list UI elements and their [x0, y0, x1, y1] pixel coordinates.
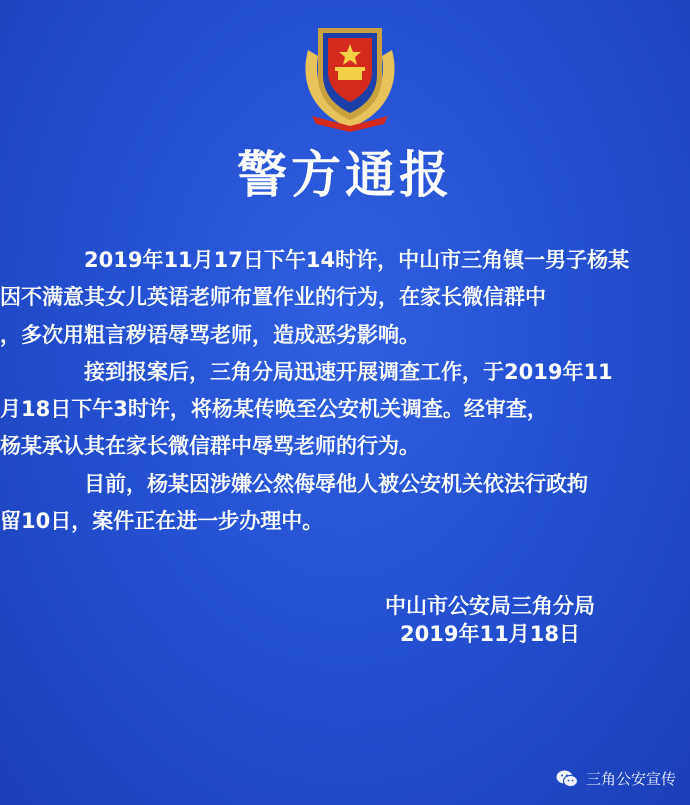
paragraph-line: 目前，杨某因涉嫌公然侮辱他人被公安机关依法行政拘: [84, 471, 588, 496]
paragraph-line: 接到报案后，三角分局迅速开展调查工作，于2019年11: [84, 359, 613, 384]
paragraph-line: ，多次用粗言秽语辱骂老师，造成恶劣影响。: [0, 322, 420, 347]
paragraph-line: 月18日下午3时许，将杨某传唤至公安机关调查。经审查，: [0, 397, 548, 422]
issuer-name: 中山市公安局三角分局: [385, 594, 595, 618]
paragraph-line: 杨某承认其在家长微信群中辱骂老师的行为。: [0, 434, 420, 459]
police-emblem-icon: [298, 20, 402, 132]
paragraph-1: [0, 242, 652, 354]
paragraph-line: 2019年11月17日下午14时许，中山市三角镇一男子杨某: [84, 248, 630, 272]
account-watermark: [556, 768, 676, 789]
paragraph-line: 因不满意其女儿英语老师布置作业的行为，在家长微信群中: [0, 285, 546, 310]
watermark-text: 三角公安宣传: [585, 770, 676, 788]
wechat-icon: [556, 769, 578, 789]
signature-block: [370, 592, 610, 648]
issue-date: 2019年11月18日: [400, 622, 580, 646]
notice-body: [0, 242, 652, 540]
paragraph-line: 留10日，案件正在进一步办理中。: [0, 509, 324, 534]
paragraph-2: [0, 354, 652, 466]
paragraph-3: [0, 466, 652, 541]
page-title: 警方通报: [237, 146, 453, 204]
